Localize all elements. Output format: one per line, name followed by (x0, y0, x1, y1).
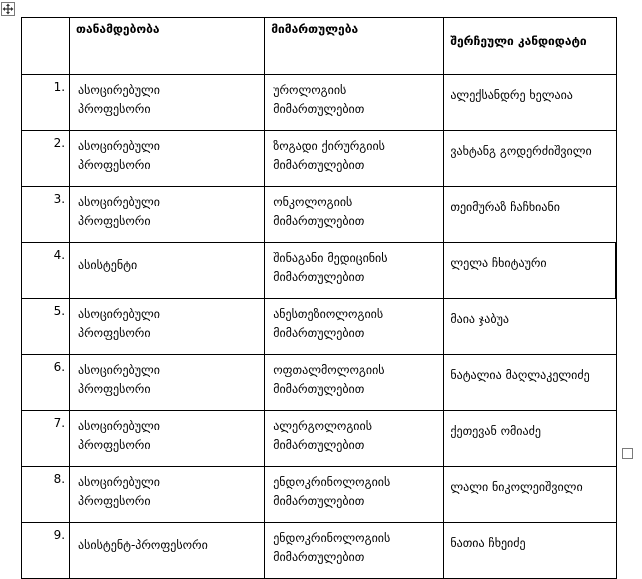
position-line: პროფესორი (78, 382, 151, 396)
direction-line: მიმართულებით (273, 158, 365, 172)
direction-line: მიმართულებით (273, 494, 365, 508)
table-body (22, 75, 617, 579)
row-number: 8. (22, 467, 70, 523)
table-row (22, 131, 617, 187)
direction-line: ანესთეზიოლოგიის (273, 307, 384, 321)
table-row (22, 243, 617, 299)
direction-line: შინაგანი მედიცინის (273, 251, 388, 265)
position-line: ასოცირებული (78, 139, 161, 153)
direction-cell (265, 131, 444, 187)
position-cell (70, 467, 265, 523)
table-row (22, 355, 617, 411)
direction-line: ენდოკრინოლოგიის (273, 475, 391, 489)
direction-cell (265, 75, 444, 131)
table-row (22, 411, 617, 467)
position-line: ასისტენტ-პროფესორი (78, 538, 208, 552)
direction-line: ალერგოლოგიის (273, 419, 372, 433)
table-row (22, 467, 617, 523)
direction-line: მიმართულებით (273, 438, 365, 452)
position-line: პროფესორი (78, 158, 151, 172)
candidate-cell: თეიმურაზ ჩაჩხიანი (444, 187, 616, 243)
candidate-cell: ნატალია მაღლაკელიძე (444, 355, 616, 411)
table-resize-handle[interactable] (622, 448, 633, 459)
row-number: 1. (22, 75, 70, 131)
header-number (22, 18, 70, 75)
row-number: 2. (22, 131, 70, 187)
position-line: პროფესორი (78, 438, 151, 452)
position-line: ასოცირებული (78, 475, 161, 489)
direction-cell (265, 243, 444, 299)
position-line: პროფესორი (78, 326, 151, 340)
position-line: პროფესორი (78, 102, 151, 116)
candidate-cell: ნათია ჩხეიძე (444, 523, 616, 579)
candidate-cell: ლალი ნიკოლეიშვილი (444, 467, 616, 523)
direction-line: მიმართულებით (273, 102, 365, 116)
direction-line: მიმართულებით (273, 270, 365, 284)
candidate-cell: მაია ჯაბუა (444, 299, 616, 355)
direction-cell (265, 411, 444, 467)
position-line: ასოცირებული (78, 363, 161, 377)
direction-line: მიმართულებით (273, 550, 365, 564)
direction-line: უროლოგიის (273, 83, 347, 97)
direction-line: ზოგადი ქირურგიის (273, 139, 385, 153)
direction-cell (265, 299, 444, 355)
row-number: 5. (22, 299, 70, 355)
position-cell (70, 75, 265, 131)
direction-line: ენდოკრინოლოგიის (273, 531, 391, 545)
table-row (22, 75, 617, 131)
table-header-row (22, 18, 617, 75)
position-cell (70, 299, 265, 355)
position-cell (70, 355, 265, 411)
direction-line: ონკოლოგიის (273, 195, 353, 209)
table-row (22, 523, 617, 579)
position-cell (70, 243, 265, 299)
header-position: თანამდებობა (70, 18, 265, 75)
table-row (22, 187, 617, 243)
position-line: ასოცირებული (78, 307, 161, 321)
candidate-cell: ქეთევან ომიაძე (444, 411, 616, 467)
position-line: ასოცირებული (78, 83, 161, 97)
candidate-cell: ვახტანგ გოდერძიშვილი (444, 131, 616, 187)
move-arrows-icon (2, 3, 14, 15)
header-direction: მიმართულება (265, 18, 444, 75)
direction-cell (265, 467, 444, 523)
row-number: 4. (22, 243, 70, 299)
position-line: პროფესორი (78, 494, 151, 508)
position-cell (70, 131, 265, 187)
row-number: 9. (22, 523, 70, 579)
position-line: ასოცირებული (78, 195, 161, 209)
candidate-cell: ლელა ჩხიტაური (444, 243, 616, 299)
position-line: პროფესორი (78, 214, 151, 228)
direction-line: მიმართულებით (273, 214, 365, 228)
row-number: 3. (22, 187, 70, 243)
candidates-table (21, 17, 617, 579)
row-number: 7. (22, 411, 70, 467)
direction-line: მიმართულებით (273, 382, 365, 396)
direction-cell (265, 187, 444, 243)
table-move-handle[interactable] (1, 2, 15, 16)
position-line: ასოცირებული (78, 419, 161, 433)
header-candidate: შერჩეული კანდიდატი (444, 18, 616, 75)
position-cell (70, 523, 265, 579)
position-cell (70, 187, 265, 243)
table-row (22, 299, 617, 355)
position-line: ასისტენტი (78, 258, 138, 272)
direction-cell (265, 523, 444, 579)
direction-cell (265, 355, 444, 411)
candidate-cell: ალექსანდრე ხელაია (444, 75, 616, 131)
direction-line: მიმართულებით (273, 326, 365, 340)
direction-line: ოფთალმოლოგიის (273, 363, 385, 377)
position-cell (70, 411, 265, 467)
row-number: 6. (22, 355, 70, 411)
